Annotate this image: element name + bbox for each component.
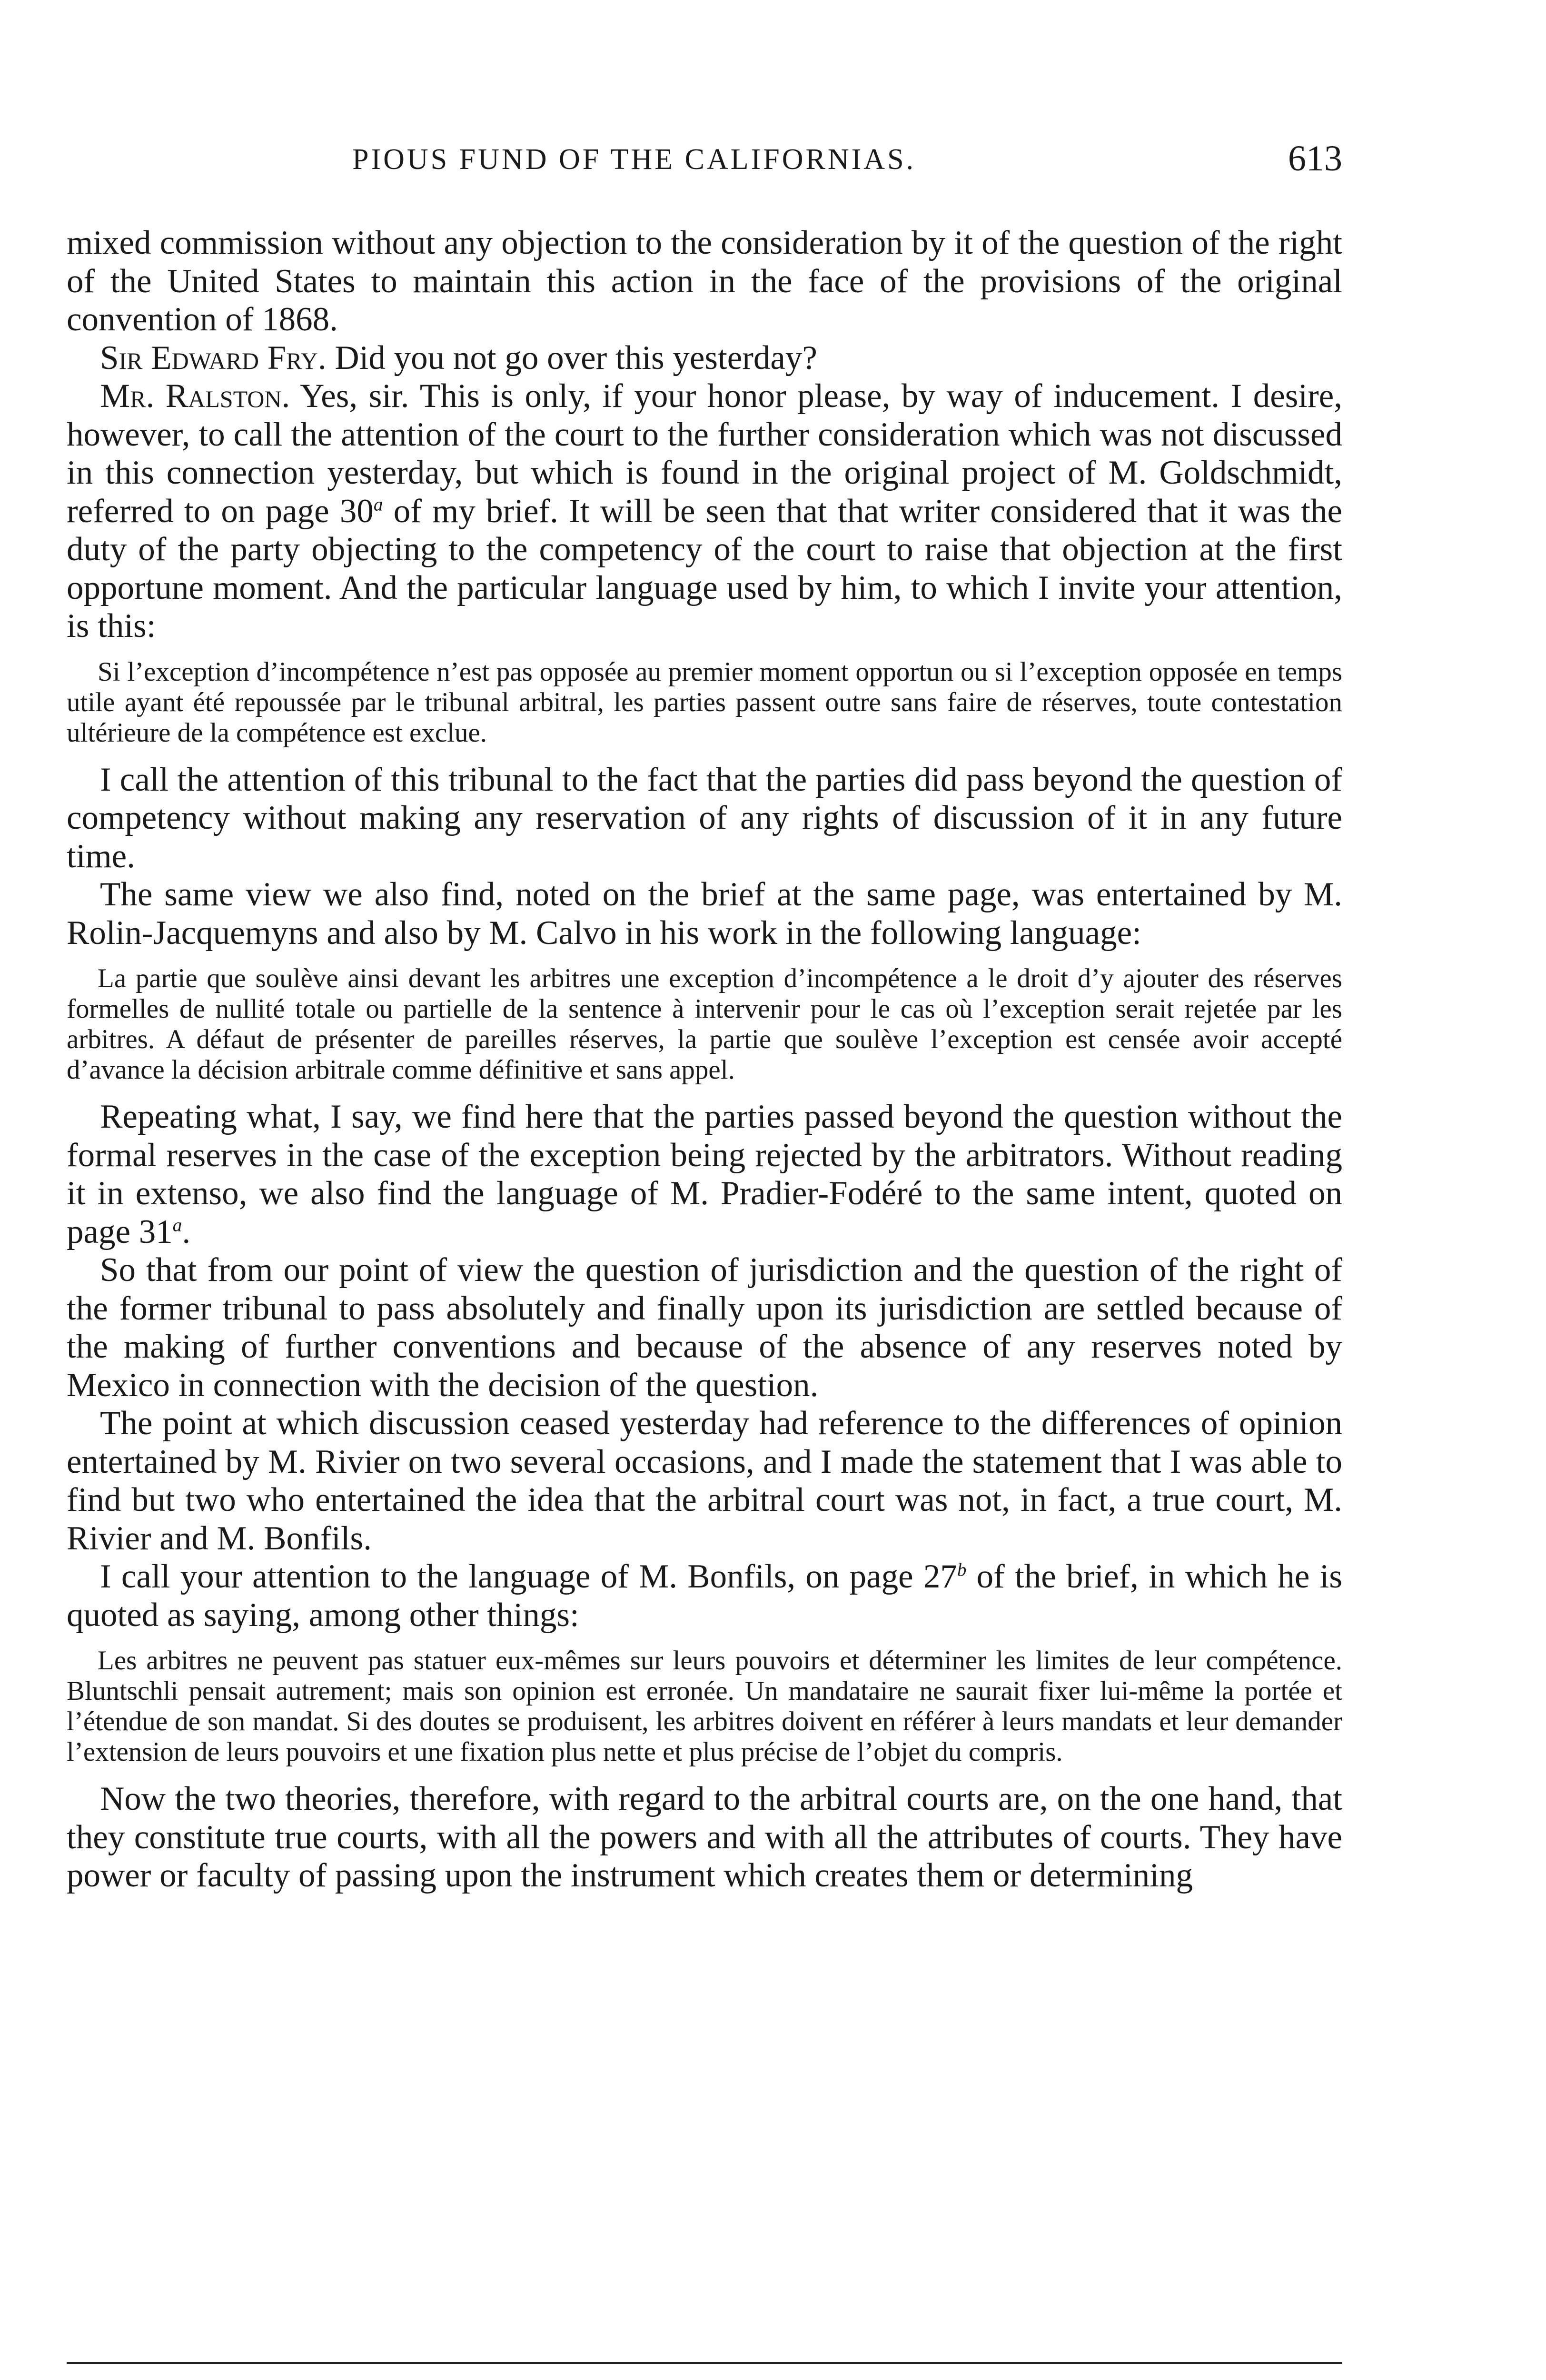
paragraph-10: Now the two theories, therefore, with regard to the arbitral courts are, on the one hand, that they constitute true courts, with all the powers and with all the attributes of courts. They have power or faculty of passing upon the instrument which creates them or determining <box>67 1780 1342 1894</box>
paragraph-3 <box>67 377 1342 645</box>
paragraph-9-text-b: of the brief, in which he is quoted as saying, among other things: <box>67 1558 1342 1634</box>
speaker-fry: Sir Edward Fry. <box>100 339 327 377</box>
paragraph-2 <box>67 339 1342 377</box>
running-head <box>67 133 1342 186</box>
speaker-ralston: Mr. Ralston. <box>100 377 290 415</box>
document-page <box>67 0 1342 2380</box>
paragraph-6-text-b: . <box>182 1213 191 1250</box>
paragraph-1-text: mixed commission without any objection to the consideration by it of the question of the right of the United States to maintain this action in the face of the provisions of the original convention of 1868. <box>67 224 1342 338</box>
paragraph-3-text-a: Yes, sir. This is only, if your honor please, by way of inducement. I desire, however, to call the attention of the court to the further consideration which was not discussed in this connection yesterday, but which is found in the original project of M. Goldschmidt, referred to on page 30 <box>67 377 1342 530</box>
paragraph-5: The same view we also find, noted on the brief at the same page, was entertained by M. Rolin-Jacquemyns and also by M. Calvo in his work in the following language: <box>67 876 1342 952</box>
paragraph-7: So that from our point of view the question of jurisdiction and the question of the right of the former tribunal to pass absolutely and finally upon its jurisdiction are settled because of the making of further conventions and because of the absence of any reserves noted by Mexico in connection with the decision of the question. <box>67 1251 1342 1404</box>
body-text <box>67 224 1342 1895</box>
quote-calvo: La partie que soulève ainsi devant les arbitres une exception d’incompétence a le droit d’y ajouter des réserves formelles de nullité totale ou partielle de la sentence à intervenir pour le cas où l’exception serait rejetée par les arbitres. A défaut de présenter de pareilles réserves, la partie que soulève l’exception est censée avoir accepté d’avance la décision arbitrale comme définitive et sans appel. <box>67 963 1342 1085</box>
paragraph-4: I call the attention of this tribunal to the fact that the parties did pass beyond the question of competency without making any reservation of any rights of discussion of it in any future time. <box>67 761 1342 875</box>
footnote-ref-a-2: a <box>172 1214 182 1235</box>
paragraph-9-text-a: I call your attention to the language of M. Bonfils, on page 27 <box>100 1558 957 1595</box>
paragraph-1 <box>67 224 1342 339</box>
paragraph-2-text: Did you not go over this yesterday? <box>326 339 817 377</box>
paragraph-8: The point at which discussion ceased yesterday had reference to the differences of opinion entertained by M. Rivier on two several occasions, and I made the statement that I was able to find but two who entertained the idea that the arbitral court was not, in fact, a true court, M. Rivier and M. Bonfils. <box>67 1405 1342 1557</box>
page-number: 613 <box>1288 139 1342 178</box>
footnote-ref-b: b <box>957 1559 967 1580</box>
paragraph-3-text-b: of my brief. It will be seen that that writer considered that it was the duty of the party objecting to the competency of the court to raise that objection at the first opportune moment. And the particular language used by him, to which I invite your attention, is this: <box>67 492 1342 645</box>
quote-bonfils: Les arbitres ne peuvent pas statuer eux-mêmes sur leurs pouvoirs et déterminer les limites de leur compétence. Bluntschli pensait autrement; mais son opinion est erronée. Un mandataire ne saurait fixer lui-même la portée et l’étendue de son mandat. Si des doutes se produisent, les arbitres doivent en référer à leurs mandats et leur demander l’extension de leurs pouvoirs et une fixation plus nette et plus précise de l’objet du compris. <box>67 1646 1342 1767</box>
running-title: PIOUS FUND OF THE CALIFORNIAS. <box>352 143 916 176</box>
footnote-divider <box>67 2362 1342 2364</box>
footnote-ref-a: a <box>373 494 383 515</box>
paragraph-9 <box>67 1557 1342 1634</box>
quote-goldschmidt: Si l’exception d’incompétence n’est pas opposée au premier moment opportun ou si l’exception opposée en temps utile ayant été repoussée par le tribunal arbitral, les parties passent outre sans faire de réserves, toute contestation ultérieure de la compétence est exclue. <box>67 656 1342 748</box>
paragraph-6 <box>67 1098 1342 1251</box>
paragraph-6-text-a: Repeating what, I say, we find here that the parties passed beyond the question without the formal reserves in the case of the exception being rejected by the arbitrators. Without reading it in extenso, we also find the language of M. Pradier-Fodéré to the same intent, quoted on page 31 <box>67 1098 1342 1250</box>
